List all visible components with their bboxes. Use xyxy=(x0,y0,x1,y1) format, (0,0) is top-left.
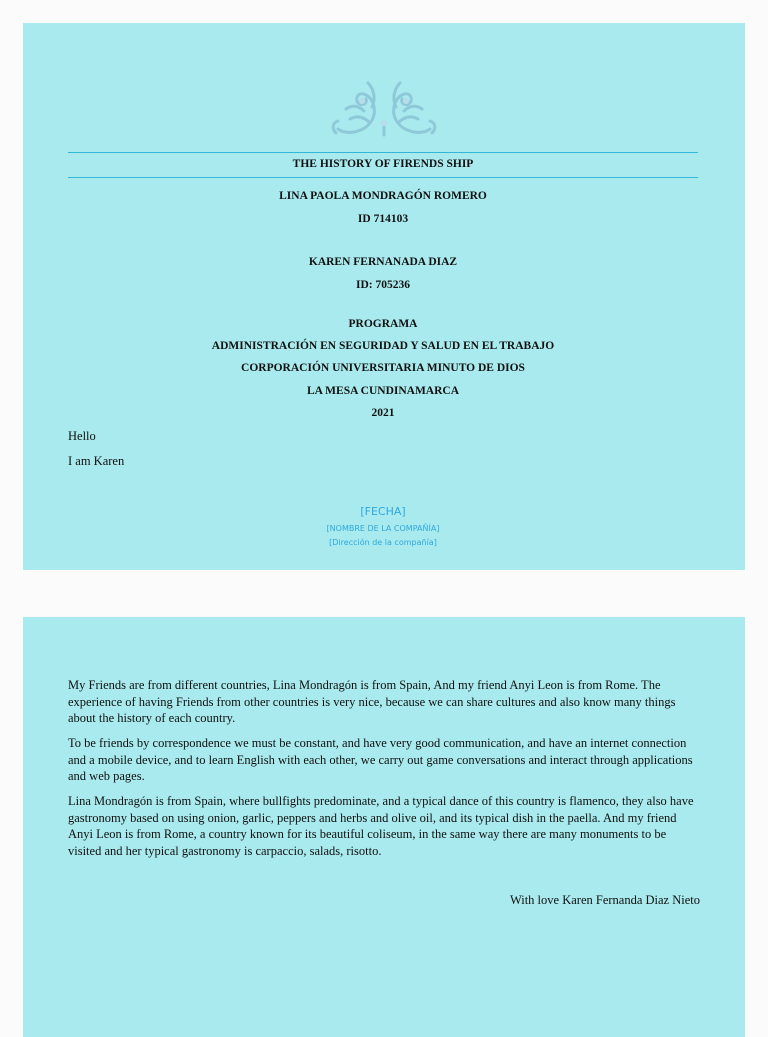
title-bottom-rule xyxy=(68,177,698,178)
year: 2021 xyxy=(371,407,395,419)
program-label: PROGRAMA xyxy=(348,318,418,330)
date-placeholder: [FECHA] xyxy=(360,505,406,518)
signature-line: With love Karen Fernanda Diaz Nieto xyxy=(509,893,700,907)
floral-ornament-icon xyxy=(328,77,440,139)
author2-name: KAREN FERNANADA DIAZ xyxy=(308,256,458,268)
title-top-rule xyxy=(68,152,698,153)
institution-name: CORPORACIÓN UNIVERSITARIA MINUTO DE DIOS xyxy=(241,362,525,374)
document-title: THE HISTORY OF FIRENDS SHIP xyxy=(292,158,474,170)
paragraph-friends-countries: My Friends are from different countries, Lina Mondragón is from Spain, And my friend Anyi Leon is from Rome. The experience of having Friends from other countries is very nice, because we can share cultures and also know many things about the history of each country. xyxy=(68,678,676,725)
program-name: ADMINISTRACIÓN EN SEGURIDAD Y SALUD EN EL TRABAJO xyxy=(211,340,555,352)
author1-name: LINA PAOLA MONDRAGÓN ROMERO xyxy=(279,190,487,202)
content-page xyxy=(23,617,745,1037)
intro-text: I am Karen xyxy=(68,454,125,468)
company-name-placeholder: [NOMBRE DE LA COMPAÑÍA] xyxy=(326,524,440,533)
author2-id: ID: 705236 xyxy=(356,279,410,291)
paragraph-spain-rome: Lina Mondragón is from Spain, where bullfights predominate, and a typical dance of this country is flamenco, they also have gastronomy based on using onion, garlic, peppers and herbs and olive oil, and its typical dish in the paella. And my friend Anyi Leon is from Rome, a country known for its beautiful coliseum, in the same way there are many monuments to be visited and her typical gastronomy is carpaccio, salads, risotto. xyxy=(68,794,694,858)
location: LA MESA CUNDINAMARCA xyxy=(306,385,460,397)
paragraph-correspondence: To be friends by correspondence we must be constant, and have very good communication, and have an internet connection and a mobile device, and to learn English with each other, we carry out game conversations and interact through applications and web pages. xyxy=(68,736,693,783)
cover-page xyxy=(23,23,745,570)
author1-id: ID 714103 xyxy=(357,213,409,225)
greeting-text: Hello xyxy=(68,429,96,443)
company-address-placeholder: [Dirección de la compañía] xyxy=(329,538,437,547)
